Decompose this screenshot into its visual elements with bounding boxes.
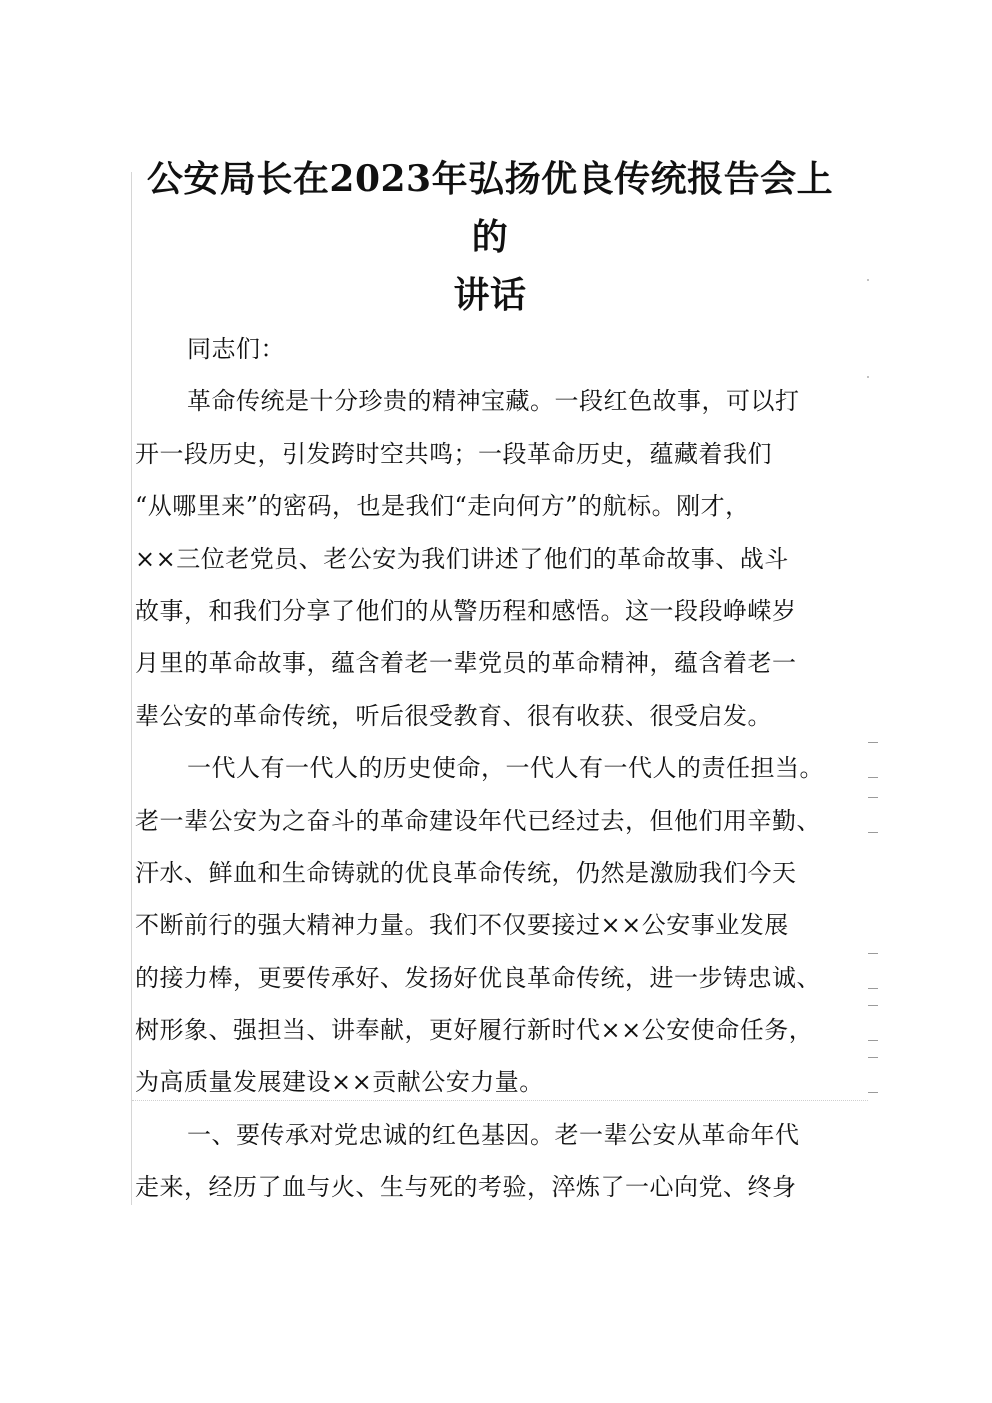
title-line-1: 公安局长在2023年弘扬优良传统报告会上的 — [146, 158, 834, 258]
section-divider — [132, 1100, 868, 1101]
title-line-2: 讲话 — [453, 274, 527, 316]
text-line: 汗水、鲜血和生命铸就的优良革命传统，仍然是激励我们今天 — [135, 858, 797, 887]
edge-mark — [868, 797, 878, 833]
text-line: 不断前行的强大精神力量。我们不仅要接过××公安事业发展 — [135, 911, 789, 940]
text-line: 树形象、强担当、讲奉献，更好履行新时代××公安使命任务， — [135, 1016, 814, 1045]
edge-mark — [868, 1057, 878, 1093]
text-line: “从哪里来”的密码，也是我们“走向何方”的航标。刚才， — [135, 492, 750, 521]
text-line: 月里的革命故事，蕴含着老一辈党员的革命精神，蕴含着老一 — [135, 649, 797, 678]
text-line: 一代人有一代人的历史使命，一代人有一代人的责任担当。 — [187, 754, 824, 783]
edge-mark — [868, 742, 878, 778]
artifact-dot — [867, 376, 869, 378]
left-margin-rule — [131, 172, 132, 1205]
edge-mark — [868, 953, 878, 989]
text-line: 一、要传承对党忠诚的红色基因。老一辈公安从革命年代 — [187, 1120, 800, 1149]
text-line: 老一辈公安为之奋斗的革命建设年代已经过去，但他们用辛勤、 — [135, 806, 821, 835]
artifact-dot — [867, 279, 869, 281]
text-line: 的接力棒，更要传承好、发扬好优良革命传统，进一步铸忠诚、 — [135, 963, 821, 992]
text-line: 为高质量发展建设××贡献公安力量。 — [135, 1068, 544, 1097]
text-line: 故事，和我们分享了他们的从警历程和感悟。这一段段峥嵘岁 — [135, 596, 797, 625]
text-line: 辈公安的革命传统，听后很受教育、很有收获、很受启发。 — [135, 701, 772, 730]
document-body — [135, 323, 865, 1214]
text-line: 同志们： — [187, 335, 285, 363]
document-title — [140, 150, 840, 324]
edge-mark — [868, 1005, 878, 1041]
text-line: ××三位老党员、老公安为我们讲述了他们的革命故事、战斗 — [135, 544, 789, 573]
text-line: 革命传统是十分珍贵的精神宝藏。一段红色故事，可以打 — [187, 387, 800, 416]
text-line: 走来，经历了血与火、生与死的考验，淬炼了一心向党、终身 — [135, 1173, 797, 1202]
text-line: 开一段历史，引发跨时空共鸣；一段革命历史，蕴藏着我们 — [135, 439, 772, 468]
